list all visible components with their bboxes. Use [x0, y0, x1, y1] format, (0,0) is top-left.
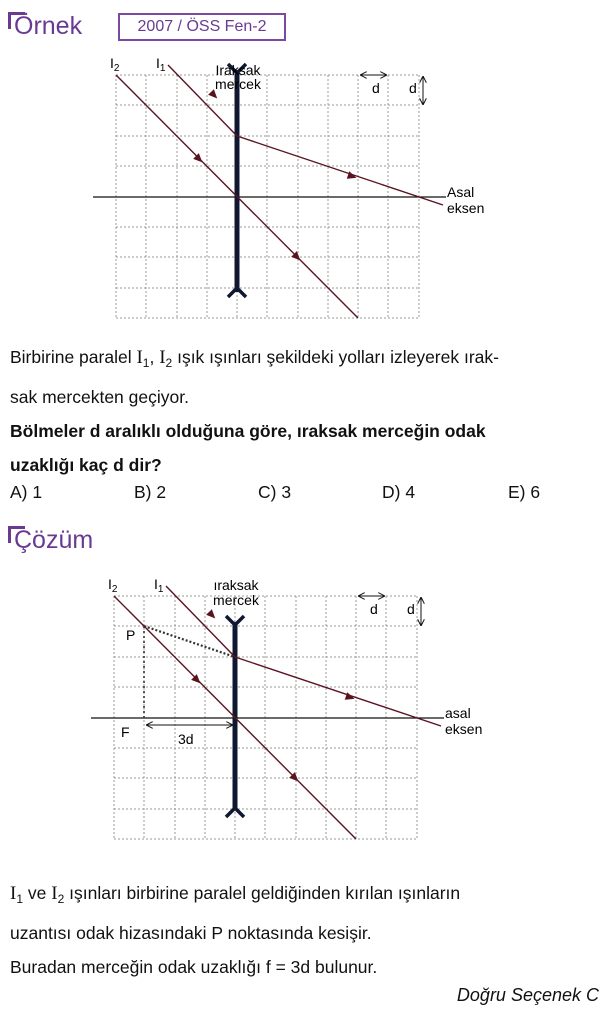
- question-text: [10, 340, 600, 482]
- question-bold-line-1: Bölmeler d aralıklı olduğuna göre, ıraksak merceğin odak: [10, 421, 486, 441]
- solution-ray2-label: $I_2$: [108, 576, 118, 595]
- solution-line-2: uzantısı odak hizasındaki P noktasında kesişir.: [10, 923, 372, 943]
- distance-3d-label: 3d: [178, 731, 194, 747]
- solution-diverging-lens: [226, 616, 244, 817]
- d-horizontal-label: d: [372, 80, 380, 96]
- solution-lens-label: ıraksak: [213, 577, 259, 593]
- point-f-label: F: [121, 724, 130, 740]
- option-e[interactable]: E) 6: [508, 482, 541, 502]
- exam-source-badge: 2007 / ÖSS Fen-2: [118, 13, 286, 41]
- solution-figure: [0, 570, 607, 850]
- solution-d-vertical-label: d: [407, 601, 415, 617]
- option-a[interactable]: A) 1: [10, 482, 43, 502]
- solution-d-horizontal-label: d: [370, 601, 378, 617]
- question-bold-line-2: uzaklığı kaç d dir?: [10, 455, 162, 475]
- option-d[interactable]: D) 4: [382, 482, 416, 502]
- option-c[interactable]: C) 3: [258, 482, 292, 502]
- d-vertical-label: d: [409, 80, 417, 96]
- example-heading: Örnek: [8, 14, 82, 39]
- extension-dotted-line: [144, 626, 235, 657]
- option-b[interactable]: B) 2: [134, 482, 167, 502]
- question-line-1: Birbirine paralel $I_1$, $I_2$ ışık ışınları şekildeki yolları izleyerek ırak-: [10, 347, 499, 370]
- solution-ray1-label: $I_1$: [154, 576, 164, 595]
- solution-axis-label: asal: [445, 705, 471, 721]
- solution-light-rays: [114, 586, 441, 839]
- ray2-label: $I_2$: [110, 55, 120, 74]
- solution-heading: Çözüm: [8, 528, 93, 553]
- example-figure: [0, 50, 607, 330]
- axis-label: Asal: [447, 184, 475, 200]
- solution-axis-label-2: eksen: [445, 721, 483, 737]
- question-line-2: sak mercekten geçiyor.: [10, 387, 189, 407]
- light-rays: [116, 65, 443, 318]
- correct-answer: Doğru Seçenek C: [456, 985, 599, 1005]
- axis-label-2: eksen: [447, 200, 485, 216]
- point-p-label: P: [126, 627, 136, 643]
- lens-label-2: mercek: [215, 76, 261, 92]
- solution-text: [10, 876, 600, 984]
- solution-line-1: $I_1$ ve $I_2$ ışınları birbirine paralel geldiğinden kırılan ışınların: [10, 883, 461, 906]
- ray1-label: $I_1$: [156, 55, 166, 74]
- diverging-lens: [228, 64, 246, 297]
- answer-options: [10, 482, 600, 508]
- solution-line-3: Buradan merceğin odak uzaklığı f = 3d bulunur.: [10, 957, 378, 977]
- lens-label: Iraksak: [215, 62, 261, 78]
- solution-ray-arrows: [191, 609, 356, 784]
- solution-lens-label-2: mercek: [213, 592, 259, 608]
